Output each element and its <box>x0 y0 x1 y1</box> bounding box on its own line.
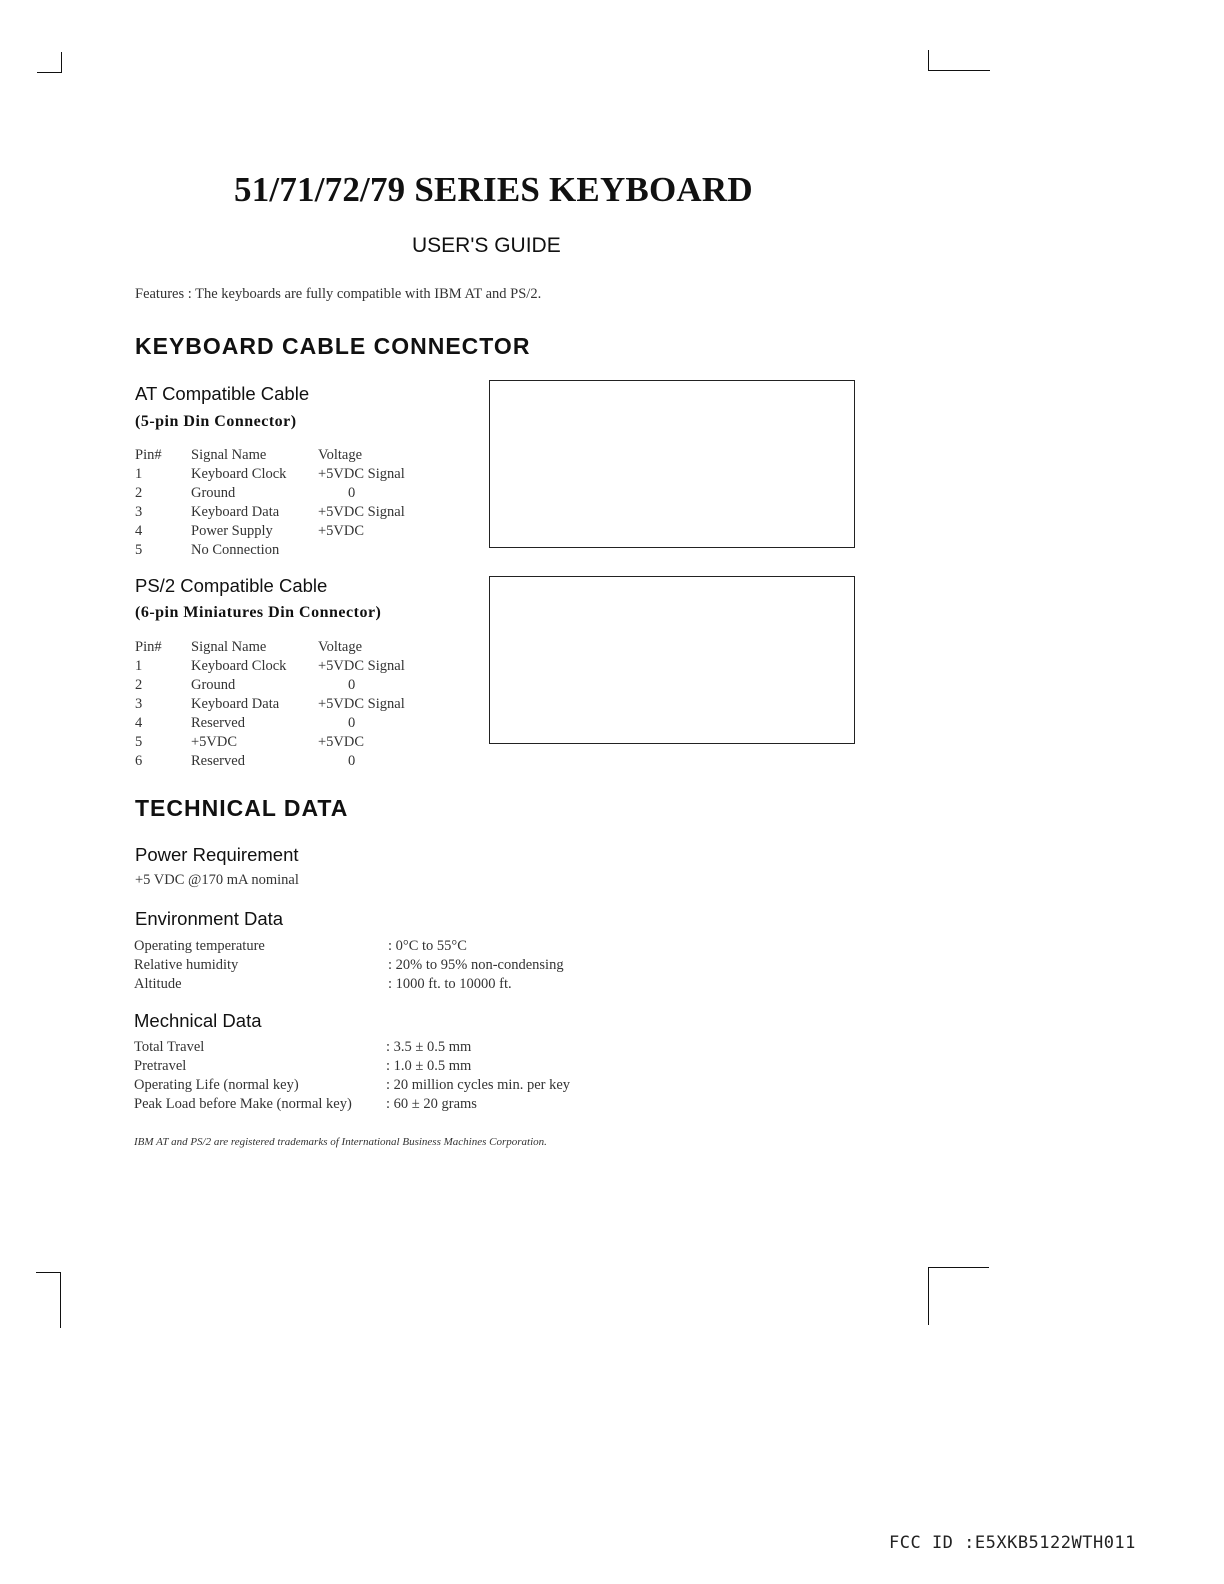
table-row <box>135 752 468 771</box>
spec-label: Relative humidity <box>134 957 239 973</box>
table-row <box>135 657 468 676</box>
spec-label: Peak Load before Make (normal key) <box>134 1096 352 1112</box>
at-pin-table <box>135 446 468 560</box>
signal-name: Power Supply <box>191 523 273 539</box>
table-row <box>134 975 564 994</box>
signal-name: Ground <box>191 677 236 693</box>
signal-name: Ground <box>191 485 236 501</box>
crop-mark-bottom-left <box>36 1272 61 1328</box>
signal-name: Reserved <box>191 753 245 769</box>
mechanical-table <box>134 1038 570 1114</box>
spec-value: : 0°C to 55°C <box>388 938 467 954</box>
column-header-pin: Pin# <box>135 639 162 655</box>
table-row <box>134 956 564 975</box>
spec-value: : 20 million cycles min. per key <box>386 1077 571 1093</box>
pin-number: 4 <box>135 715 143 731</box>
spec-label: Altitude <box>134 976 182 992</box>
at-connector-image <box>489 380 855 548</box>
signal-name: Keyboard Clock <box>191 658 287 674</box>
voltage <box>318 541 468 560</box>
spec-value: : 1.0 ± 0.5 mm <box>386 1058 472 1074</box>
pin-number: 1 <box>135 466 143 482</box>
power-text: +5 VDC @170 mA nominal <box>135 872 299 888</box>
voltage: 0 <box>348 753 356 769</box>
voltage: 0 <box>348 485 356 501</box>
spec-label: Operating Life (normal key) <box>134 1077 299 1093</box>
table-row <box>134 1076 570 1095</box>
spec-label: Total Travel <box>134 1039 205 1055</box>
mechanical-heading: Mechnical Data <box>134 1010 262 1031</box>
signal-name: Reserved <box>191 715 245 731</box>
spec-value: : 60 ± 20 grams <box>386 1096 477 1112</box>
document-title: 51/71/72/79 SERIES KEYBOARD <box>234 170 753 209</box>
spec-value: : 3.5 ± 0.5 mm <box>386 1039 472 1055</box>
section-heading-cable-connector: KEYBOARD CABLE CONNECTOR <box>135 333 531 359</box>
crop-mark-top-left <box>37 52 62 73</box>
table-header-row <box>135 638 468 657</box>
signal-name: Keyboard Clock <box>191 466 287 482</box>
at-cable-heading: AT Compatible Cable <box>135 383 310 404</box>
table-row <box>135 503 468 522</box>
trademark-footnote: IBM AT and PS/2 are registered trademarks of International Business Machines Corporation. <box>134 1136 547 1148</box>
pin-number: 5 <box>135 542 143 558</box>
table-row <box>135 484 468 503</box>
ps2-cable-heading: PS/2 Compatible Cable <box>135 575 328 596</box>
features-line: Features : The keyboards are fully compatible with IBM AT and PS/2. <box>135 286 542 302</box>
pin-number: 1 <box>135 658 143 674</box>
spec-value: : 20% to 95% non-condensing <box>388 957 564 973</box>
spec-label: Pretravel <box>134 1058 187 1074</box>
table-row <box>134 937 564 956</box>
table-header-row <box>135 446 468 465</box>
pin-number: 2 <box>135 485 143 501</box>
crop-mark-bottom-right <box>928 1267 989 1325</box>
table-row <box>134 1095 570 1114</box>
voltage: +5VDC <box>318 734 365 750</box>
table-row <box>135 522 468 541</box>
fcc-id-handwritten: FCC ID :E5XKB5122WTH011 <box>889 1533 1136 1553</box>
voltage: 0 <box>348 715 356 731</box>
voltage: +5VDC <box>318 523 365 539</box>
column-header-pin: Pin# <box>135 447 162 463</box>
voltage: +5VDC Signal <box>318 696 405 712</box>
table-row <box>135 695 468 714</box>
table-row <box>134 1057 570 1076</box>
environment-table <box>134 937 564 994</box>
table-row <box>135 676 468 695</box>
voltage: +5VDC Signal <box>318 466 405 482</box>
ps2-connector-image <box>489 576 855 744</box>
column-header-signal: Signal Name <box>191 639 267 655</box>
signal-name: Keyboard Data <box>191 696 280 712</box>
column-header-voltage: Voltage <box>318 639 363 655</box>
pin-number: 4 <box>135 523 143 539</box>
ps2-pin-table <box>135 638 468 771</box>
spec-label: Operating temperature <box>134 938 265 954</box>
pin-number: 5 <box>135 734 143 750</box>
signal-name: +5VDC <box>191 734 238 750</box>
power-heading: Power Requirement <box>135 844 299 865</box>
column-header-signal: Signal Name <box>191 447 267 463</box>
pin-number: 3 <box>135 696 143 712</box>
ps2-connector-note: (6-pin Miniatures Din Connector) <box>135 604 382 621</box>
table-row <box>134 1038 570 1057</box>
section-heading-technical-data: TECHNICAL DATA <box>135 795 349 821</box>
at-connector-note: (5-pin Din Connector) <box>135 413 297 430</box>
signal-name: Keyboard Data <box>191 504 280 520</box>
table-row <box>135 465 468 484</box>
table-row <box>135 541 468 560</box>
table-row <box>135 714 468 733</box>
spec-value: : 1000 ft. to 10000 ft. <box>388 976 512 992</box>
pin-number: 2 <box>135 677 143 693</box>
pin-number: 3 <box>135 504 143 520</box>
environment-heading: Environment Data <box>135 908 284 929</box>
voltage: +5VDC Signal <box>318 658 405 674</box>
signal-name: No Connection <box>191 542 280 558</box>
voltage: +5VDC Signal <box>318 504 405 520</box>
crop-mark-top-right <box>928 50 990 71</box>
column-header-voltage: Voltage <box>318 447 363 463</box>
table-row <box>135 733 468 752</box>
document-subtitle: USER'S GUIDE <box>412 234 561 257</box>
pin-number: 6 <box>135 753 143 769</box>
voltage: 0 <box>348 677 356 693</box>
